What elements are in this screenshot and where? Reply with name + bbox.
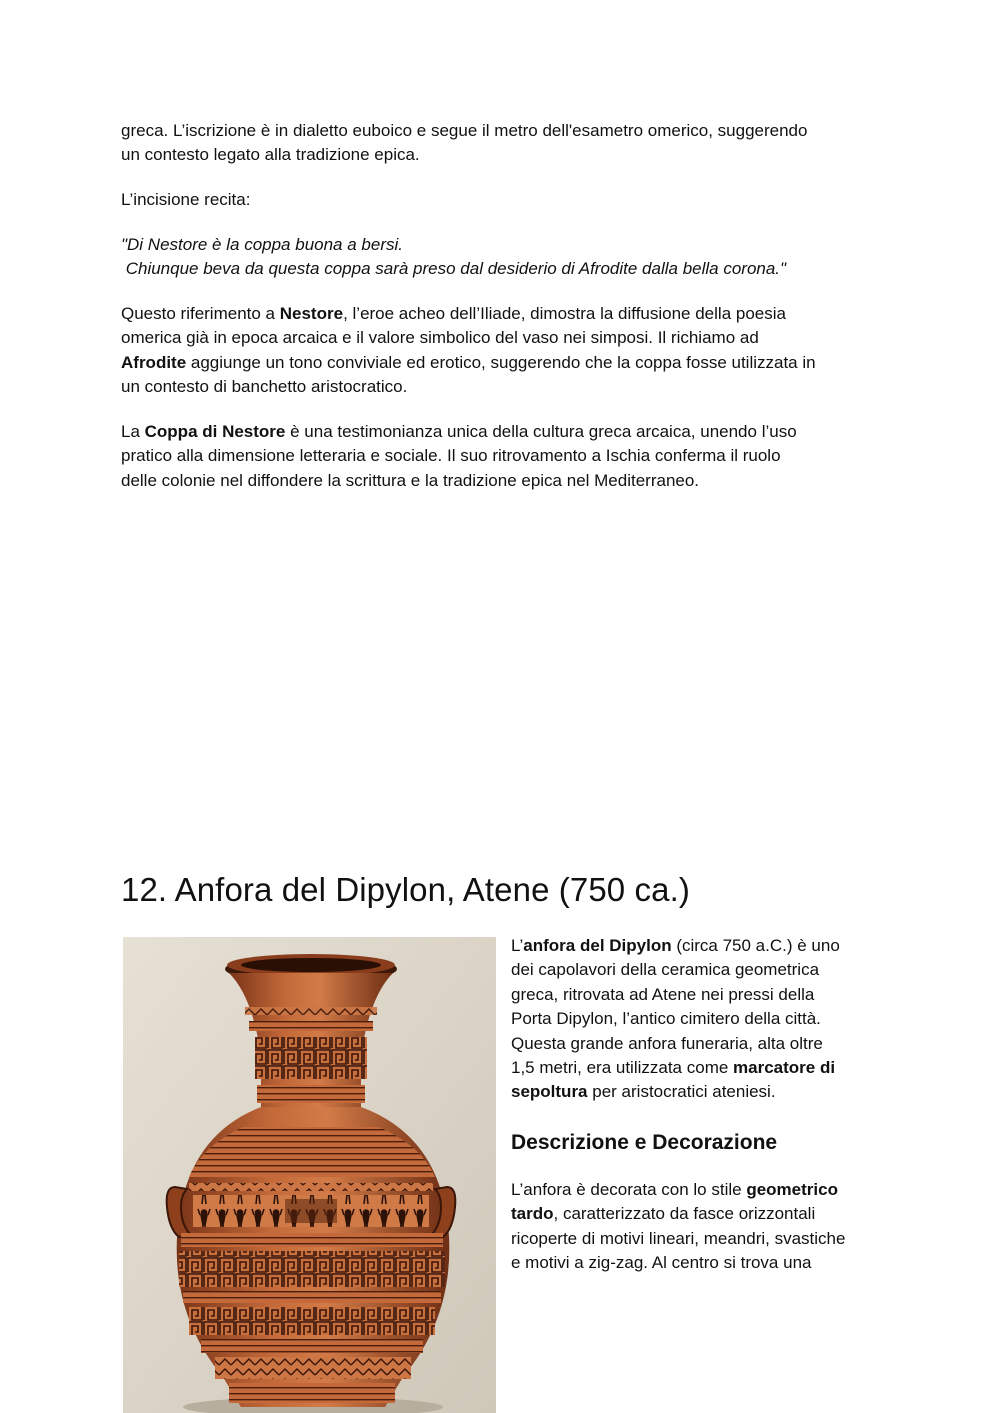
subsection-heading: Descrizione e Decorazione xyxy=(511,1131,778,1154)
amphora-description-paragraph xyxy=(511,1178,883,1276)
text-fragment: La xyxy=(121,422,145,441)
quote-line: "Di Nestore è la coppa buona a bersi. xyxy=(121,235,403,254)
text-line xyxy=(121,351,891,375)
text-line: greca. L’iscrizione è in dialetto euboico e segue il metro dell'esametro omerico, suggerendo xyxy=(121,121,808,140)
text-line: pratico alla dimensione letteraria e sociale. Il suo ritrovamento a Ischia conferma il ruolo xyxy=(121,446,781,466)
bold-term: marcatore di xyxy=(733,1058,836,1078)
text-line: e motivi a zig-zag. Al centro si trova una xyxy=(511,1253,812,1273)
inscription-quote xyxy=(121,233,891,282)
amphora-intro-paragraph xyxy=(511,934,883,1105)
bold-term: tardo xyxy=(511,1204,554,1224)
text-fragment: 1,5 metri, era utilizzata come xyxy=(511,1058,734,1078)
text-line xyxy=(121,302,891,326)
text-line: ricoperte di motivi lineari, meandri, svastiche xyxy=(511,1228,846,1248)
dipylon-amphora-illustration xyxy=(123,937,496,1413)
text-fragment: Questo riferimento a xyxy=(121,304,280,323)
text-fragment: è una testimonianza unica della cultura greca arcaica, unendo l’uso xyxy=(285,422,797,441)
text-fragment: aggiunge un tono conviviale ed erotico, suggerendo che la coppa fosse utilizzata in xyxy=(186,352,816,372)
text-line: delle colonie nel diffondere la scrittura e la tradizione epica nel Mediterraneo. xyxy=(121,470,700,490)
section-title: 12. Anfora del Dipylon, Atene (750 ca.) xyxy=(121,871,690,908)
text-line: dei capolavori della ceramica geometrica xyxy=(511,960,820,980)
amphora-image xyxy=(123,937,496,1413)
paragraph-coppa xyxy=(121,420,891,493)
bold-term: Afrodite xyxy=(121,352,187,372)
text-line xyxy=(511,1178,883,1202)
text-line: Questa grande anfora funeraria, alta oltre xyxy=(511,1033,823,1053)
text-line xyxy=(121,420,891,444)
text-line xyxy=(511,934,883,958)
text-fragment: L’ xyxy=(511,936,524,955)
quote-line: Chiunque beva da questa coppa sarà preso dal desiderio di Afrodite dalla bella corona." xyxy=(121,259,787,279)
text-line xyxy=(511,1080,883,1104)
bold-term: Coppa di Nestore xyxy=(144,422,286,441)
text-fragment: per aristocratici ateniesi. xyxy=(587,1082,776,1102)
bold-term: geometrico xyxy=(746,1180,838,1199)
bold-term: Nestore xyxy=(279,304,344,323)
bold-term: sepoltura xyxy=(511,1082,588,1102)
text-fragment: (circa 750 a.C.) è uno xyxy=(671,936,840,955)
text-line: greca, ritrovata ad Atene nei pressi della xyxy=(511,984,815,1004)
text-line xyxy=(511,1056,883,1080)
text-line xyxy=(511,1202,883,1226)
text-line: Porta Dipylon, l’antico cimitero della città. xyxy=(511,1009,821,1029)
text-line: un contesto legato alla tradizione epica. xyxy=(121,145,420,165)
paragraph-nestore xyxy=(121,302,891,399)
text-line: un contesto di banchetto aristocratico. xyxy=(121,376,408,396)
paragraph-incisione xyxy=(121,188,891,212)
text-fragment: L’anfora è decorata con lo stile xyxy=(511,1180,747,1199)
text-line: L’incisione recita: xyxy=(121,190,251,209)
bold-term: anfora del Dipylon xyxy=(523,936,672,955)
paragraph-inscription xyxy=(121,119,891,168)
text-fragment: , caratterizzato da fasce orizzontali xyxy=(553,1204,816,1224)
text-line: omerica già in epoca arcaica e il valore simbolico del vaso nei simposi. Il richiamo ad xyxy=(121,328,759,348)
text-fragment: , l’eroe acheo dell’Iliade, dimostra la diffusione della poesia xyxy=(343,304,786,323)
